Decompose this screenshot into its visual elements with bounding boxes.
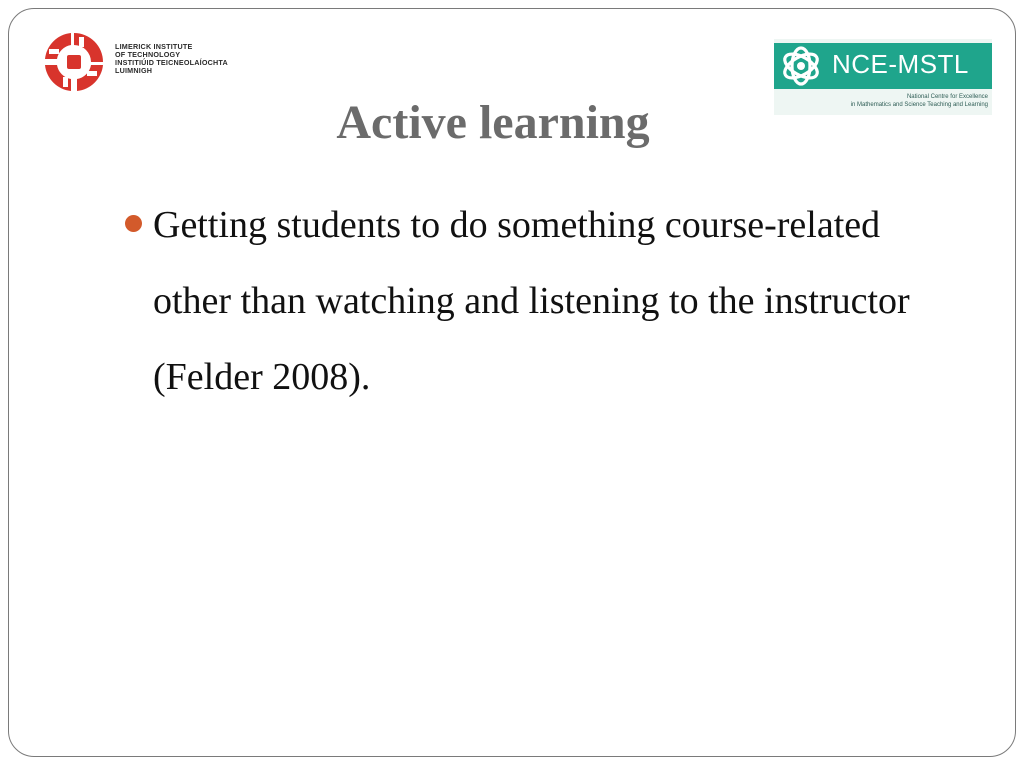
slide — [8, 8, 1016, 757]
slide-title: Active learning — [336, 96, 650, 149]
nce-logo-subtitle: National Centre for Excellence in Mathematics and Science Teaching and Learning — [850, 94, 988, 108]
bullet-text: Getting students to do something course-related other than watching and listening to the instructor (Felder 2008). — [153, 204, 910, 398]
lit-logo — [41, 31, 261, 93]
lit-logo-text: LIMERICK INSTITUTE OF TECHNOLOGY INSTITIÚID TEICNEOLAÍOCHTA LUIMNIGH — [115, 42, 228, 75]
nce-logo-title: NCE-MSTL — [832, 49, 969, 79]
bullet-dot-icon — [125, 215, 142, 232]
bullet-item — [125, 187, 945, 415]
lit-emblem-icon — [41, 31, 107, 93]
bullet-list — [125, 187, 945, 415]
nce-swirl-icon — [776, 41, 826, 91]
